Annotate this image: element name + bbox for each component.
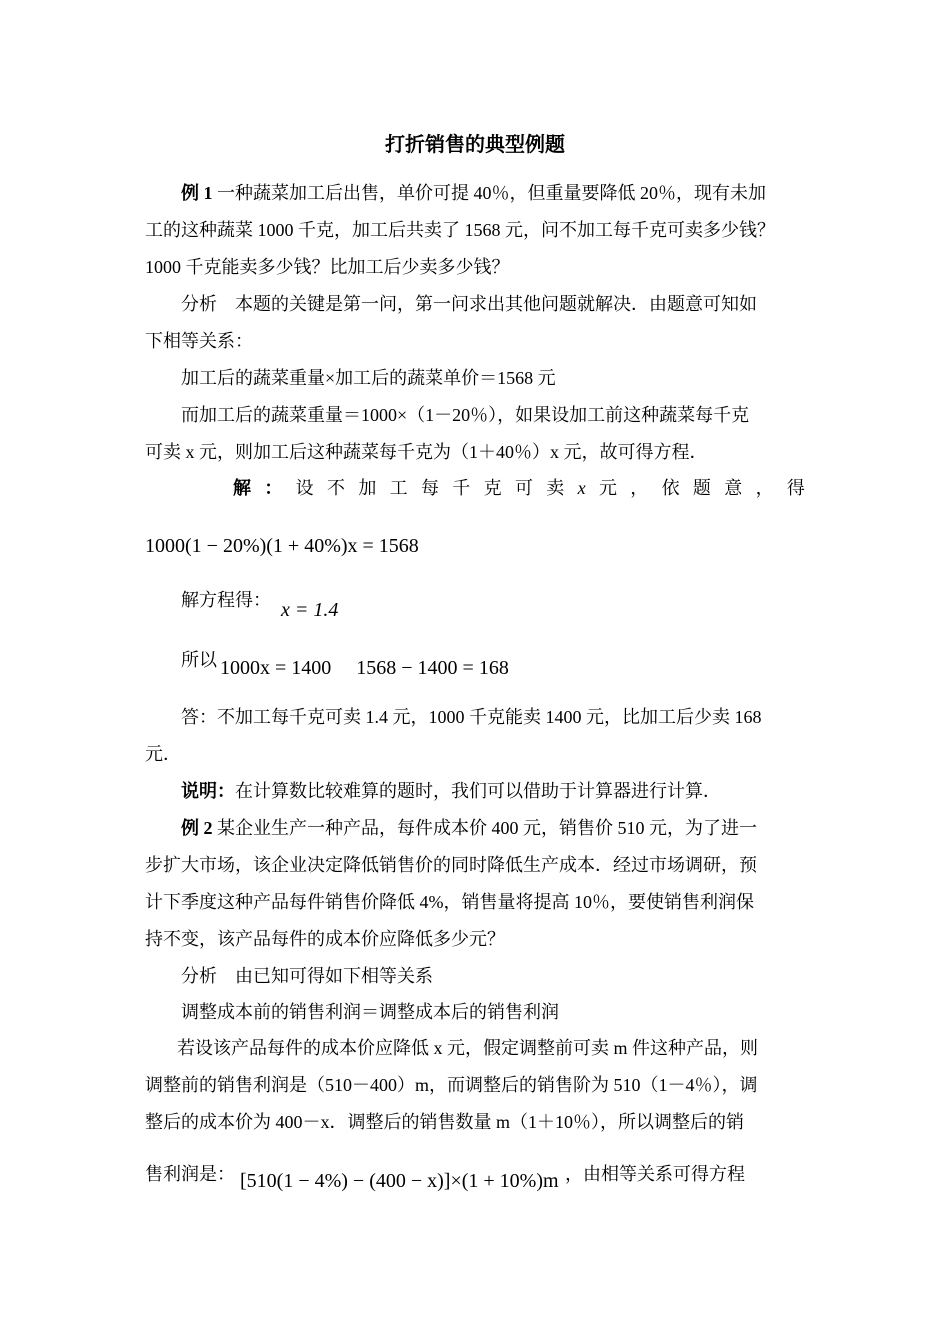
- example1-answer-2: 元．: [145, 744, 181, 764]
- example1-analysis-3: 而加工后的蔬菜重量＝1000×（1－20％），如果设加工前这种蔬菜每千克: [181, 405, 750, 425]
- example1-so-result: 1000x = 1400 1568 − 1400 = 168: [220, 657, 509, 679]
- example2-line-4: 持不变，该产品每件的成本价应降低多少元？: [145, 929, 505, 949]
- example1-line-2: 工的这种蔬菜 1000 千克，加工后共卖了 1568 元，问不加工每千克可卖多少钱？: [145, 220, 775, 240]
- example1-analysis-1: 分析 本题的关键是第一问，第一问求出其他问题就解决．由题意可知如: [181, 294, 757, 314]
- example2-profit-tail: ，由相等关系可得方程: [565, 1164, 745, 1184]
- example2-analysis-2: 若设该产品每件的成本价应降低 x 元，假定调整前可卖 m 件这种产品，则: [177, 1038, 758, 1058]
- example2-line-2: 步扩大市场，该企业决定降低销售价的同时降低生产成本．经过市场调研，预: [145, 855, 757, 875]
- example1-line-1: 例 1 一种蔬菜加工后出售，单价可提 40％，但重量要降低 20％，现有未加: [181, 183, 766, 203]
- example1-analysis-4: 可卖 x 元，则加工后这种蔬菜每千克为（1＋40％）x 元，故可得方程．: [145, 442, 708, 462]
- example1-answer-1: 答：不加工每千克可卖 1.4 元，1000 千克能卖 1400 元，比加工后少卖 168: [181, 707, 762, 727]
- page-title: 打折销售的典型例题: [385, 132, 565, 156]
- example2-line-3: 计下季度这种产品每件销售价降低 4%，销售量将提高 10％，要使销售利润保: [145, 892, 754, 912]
- example1-analysis-2: 下相等关系：: [145, 331, 253, 351]
- example1-relation: 加工后的蔬菜重量×加工后的蔬菜单价＝1568 元: [181, 368, 556, 388]
- example2-relation: 调整成本前的销售利润＝调整成本后的销售利润: [181, 1002, 559, 1022]
- note-label: 说明：: [181, 781, 235, 801]
- example1-solve-result: x = 1.4: [281, 599, 339, 621]
- example2-line-1: 例 2 某企业生产一种产品，每件成本价 400 元，销售价 510 元，为了进一: [181, 818, 757, 838]
- example1-so-label: 所以: [181, 650, 217, 670]
- example2-profit-label: 售利润是：: [145, 1164, 235, 1184]
- example1-solution-line: 解 ： 设 不 加 工 每 千 克 可 卖 x 元 ， 依 题 意 ， 得: [233, 478, 805, 498]
- example1-line-3: 1000 千克能卖多少钱？比加工后少卖多少钱？: [145, 257, 510, 277]
- example1-label: 例 1: [181, 183, 213, 203]
- example1-equation: 1000(1 − 20%)(1 + 40%)x = 1568: [145, 535, 419, 557]
- example1-solve-label: 解方程得：: [181, 590, 271, 610]
- example2-label: 例 2: [181, 818, 213, 838]
- solution-label: 解: [233, 478, 251, 498]
- example2-analysis-3: 调整前的销售利润是（510－400）m，而调整后的销售阶为 510（1－4％），调: [145, 1075, 758, 1095]
- example2-analysis-1: 分析 由已知可得如下相等关系: [181, 966, 433, 986]
- example2-analysis-4: 整后的成本价为 400－x．调整后的销售数量 m（1＋10％），所以调整后的销: [145, 1112, 744, 1132]
- example1-note: 说明：在计算数比较难算的题时，我们可以借助于计算器进行计算．: [181, 781, 721, 801]
- example2-profit-expression: [510(1 − 4%) − (400 − x)]×(1 + 10%)m: [240, 1170, 559, 1192]
